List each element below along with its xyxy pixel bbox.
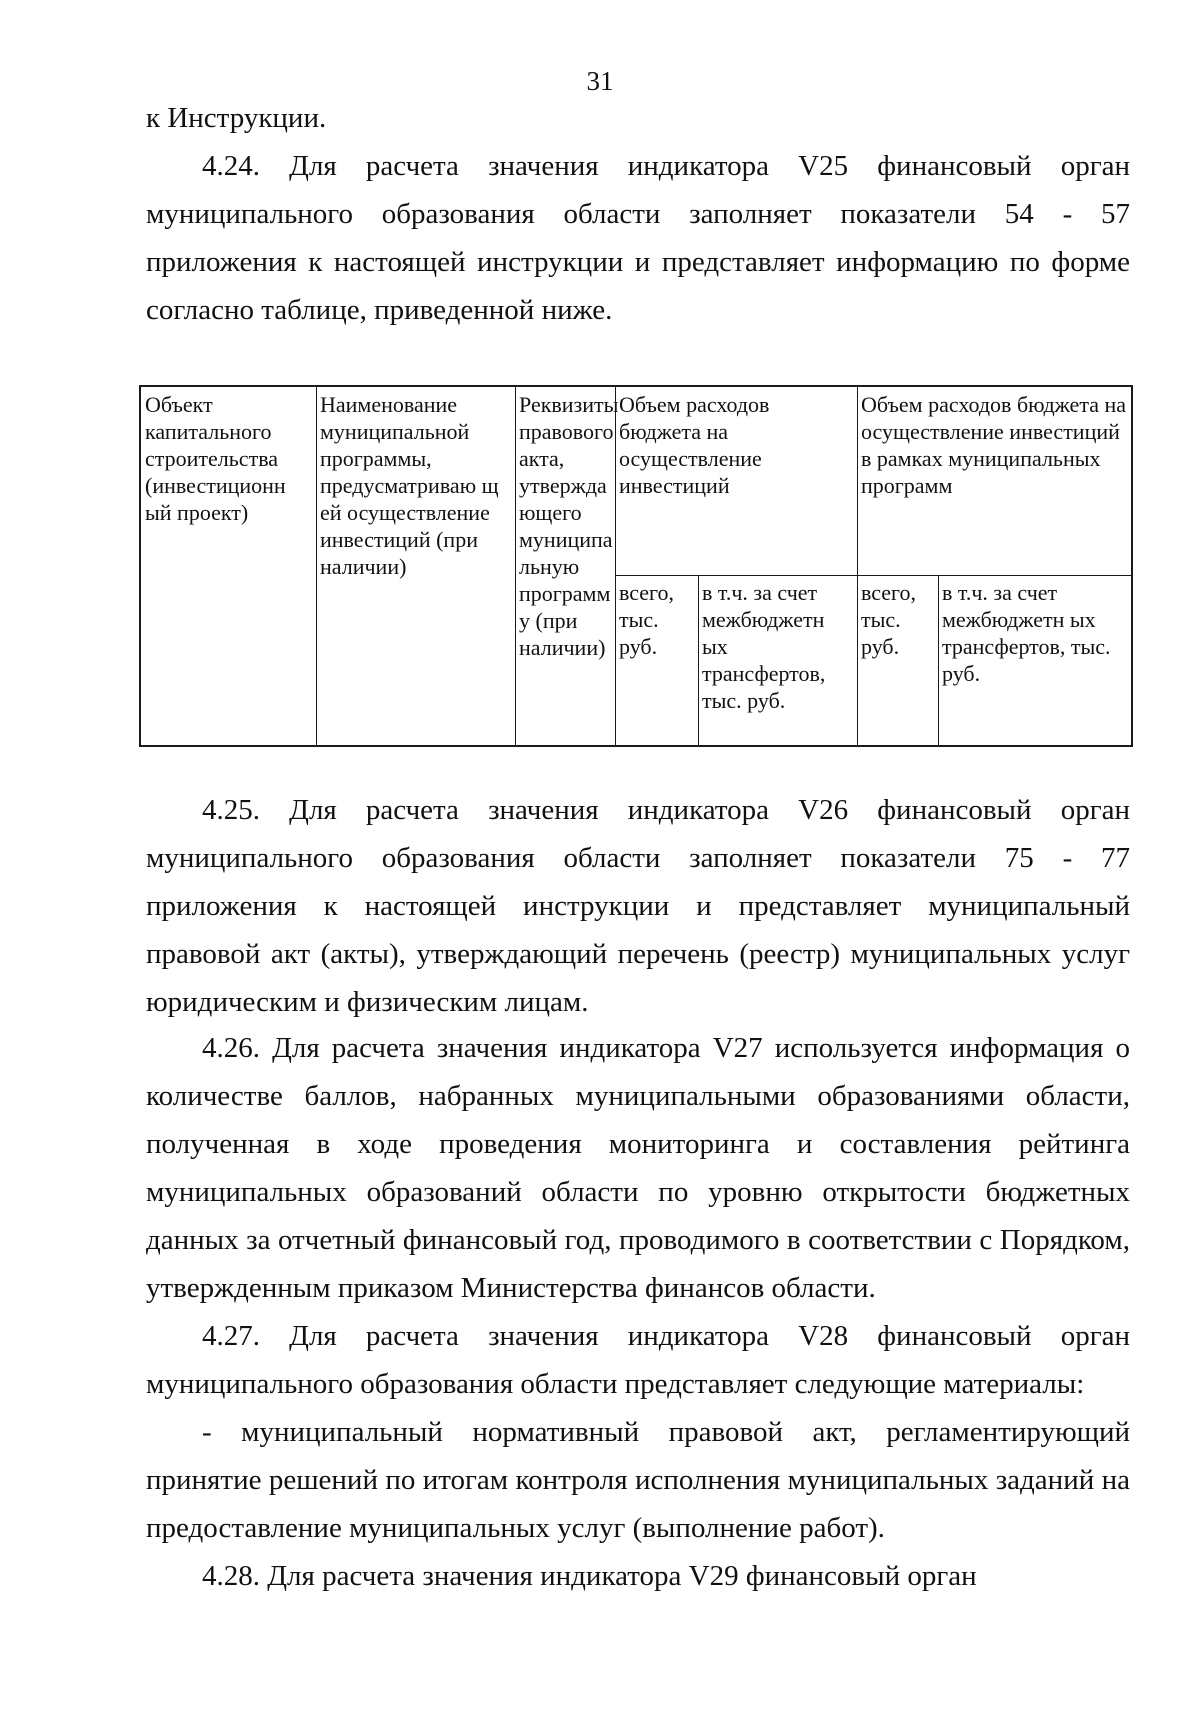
paragraph-4-24-block <box>146 142 1130 334</box>
paragraph-4-28: 4.28. Для расчета значения индикатора V29 финансовый орган <box>202 1560 977 1592</box>
paragraph-4-27: 4.27. Для расчета значения индикатора V28 финансовый орган муниципального образования области представляет следующие материалы: <box>146 1320 1130 1400</box>
table-header-legal-act: Реквизиты правового акта, утвержда ющего муниципа льную программ у (при наличии) <box>519 392 619 660</box>
paragraph-4-27-block <box>146 1312 1130 1600</box>
paragraph-4-25-block <box>146 786 1130 1026</box>
table-header-program-name: Наименование муниципальной программы, предусматриваю щ ей осуществление инвестиций (при наличии) <box>320 392 499 579</box>
intro-line: к Инструкции. <box>146 102 327 134</box>
paragraph-4-27-item: - муниципальный нормативный правовой акт, регламентирующий принятие решений по итогам контроля исполнения муниципальных заданий на предоставление муниципальных услуг (выполнение работ). <box>146 1416 1130 1544</box>
table-subheader-total: всего, тыс. руб. <box>861 580 917 659</box>
paragraph-4-26-block <box>146 1024 1130 1312</box>
investment-table <box>139 385 1133 747</box>
paragraph-4-24: 4.24. Для расчета значения индикатора V25 финансовый орган муниципального образования области заполняет показатели 54 - 57 приложения к настоящей инструкции и представляет информацию по форме согласно таблице, приведенной ниже. <box>146 150 1130 326</box>
table-subheader-transfers: в т.ч. за счет межбюджетн ых трансфертов, тыс. руб. <box>942 580 1111 686</box>
table-header-program-expenses: Объем расходов бюджета на осуществление инвестиций в рамках муниципальных программ <box>861 392 1127 498</box>
paragraph-4-25: 4.25. Для расчета значения индикатора V26 финансовый орган муниципального образования области заполняет показатели 75 - 77 приложения к настоящей инструкции и представляет муниципальный правовой акт (акты), утверждающий перечень (реестр) муниципальных услуг юридическим и физическим лицам. <box>146 794 1130 1018</box>
paragraph-4-26: 4.26. Для расчета значения индикатора V27 используется информация о количестве баллов, набранных муниципальными образованиями области, полученная в ходе проведения мониторинга и составления рейтинга муниципальных образований области по уровню открытости бюджетных данных за отчетный финансовый год, проводимого в соответствии с Порядком, утвержденным приказом Министерства финансов области. <box>146 1032 1130 1304</box>
table-subheader-total: всего, тыс. руб. <box>619 580 675 659</box>
page-number: 31 <box>586 66 614 96</box>
table-header-object: Объект капитального строительства (инвестиционн ый проект) <box>145 392 286 525</box>
table-header-investment-expenses: Объем расходов бюджета на осуществление инвестиций <box>619 392 770 498</box>
table-subheader-transfers: в т.ч. за счет межбюджетн ых трансфертов, тыс. руб. <box>702 580 826 713</box>
intro-line-block <box>146 94 1130 142</box>
